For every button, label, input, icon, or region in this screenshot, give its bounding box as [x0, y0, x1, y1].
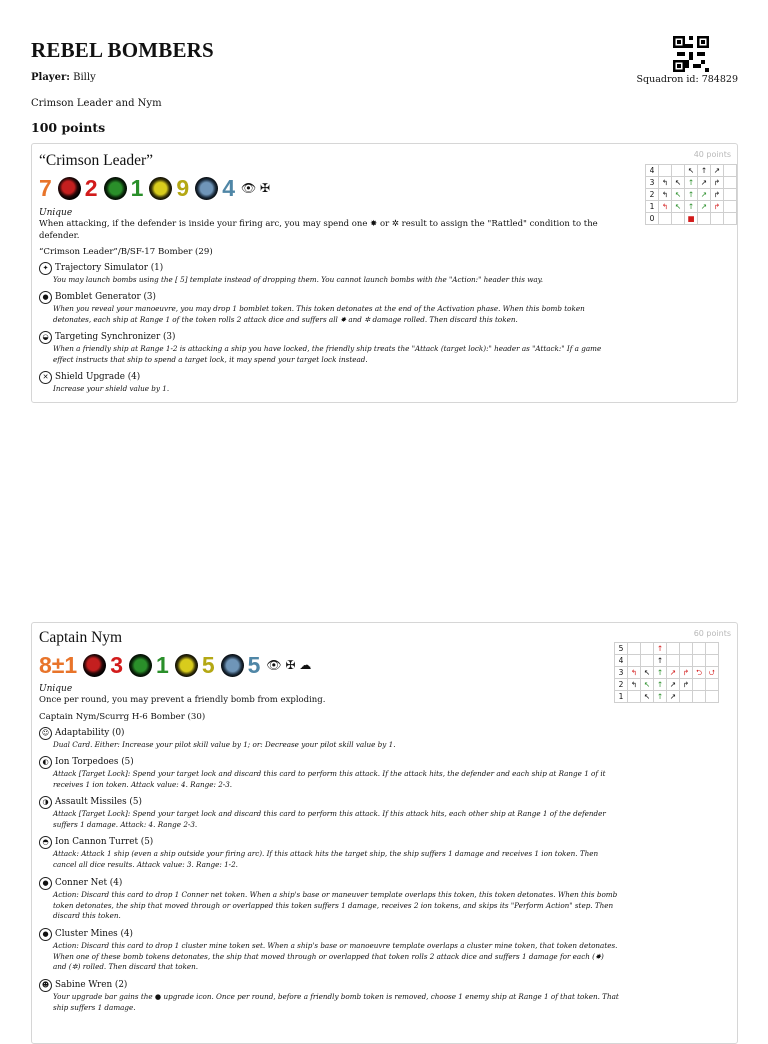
upgrade-name: Targeting Synchronizer (3) [55, 332, 176, 342]
tech-upgrade-icon: ◒ [39, 331, 52, 344]
dial-maneuver [693, 655, 706, 667]
dial-row [646, 201, 737, 213]
player-name: Billy [73, 72, 96, 83]
dial-maneuver [693, 679, 706, 691]
turret-upgrade-icon: ◓ [39, 836, 52, 849]
dial-maneuver: ↑ [698, 165, 711, 177]
upgrade-ion-torpedoes [39, 755, 619, 790]
upgrade-assault-missiles [39, 795, 619, 830]
upgrade-name: Adaptability (0) [55, 728, 125, 738]
dial-maneuver: ↖ [685, 165, 698, 177]
dial-maneuver: ↰ [659, 189, 672, 201]
upgrade-text: Attack [Target Lock]: Spend your target lock and discard this card to perform this attack. If the attack hits, the defender and each ship at Range 1 of it receives 1 ion token. Attack value: 4. Range: 2-3. [53, 769, 606, 789]
shield-icon [221, 654, 244, 677]
dial-maneuver [641, 643, 654, 655]
dial-maneuver: ↱ [711, 201, 724, 213]
pilot-name: Captain Nym [39, 629, 123, 646]
dial-maneuver: ↑ [685, 189, 698, 201]
dial-maneuver: ↱ [711, 189, 724, 201]
dial-maneuver: ⮍ [706, 667, 719, 679]
maneuver-dial [614, 642, 719, 703]
upgrade-text: Action: Discard this card to drop 1 Conner net token. When a ship's base or maneuver template overlaps this token, this token detonates. When this bomb token detonates, the ship that moved through or overlapped this token suffers 1 damage, receives 2 ion tokens, and skips its "Perform Action" step. Then discard this token. [53, 890, 618, 920]
dial-maneuver: ↗ [698, 201, 711, 213]
pilot-skill: 8±1 [39, 651, 78, 678]
upgrade-targeting-synchronizer [39, 330, 619, 365]
dial-maneuver: ↑ [654, 643, 667, 655]
dial-maneuver [724, 177, 737, 189]
missile-upgrade-icon: ◑ [39, 796, 52, 809]
qr-code-icon [673, 36, 709, 72]
upgrade-name: Trajectory Simulator (1) [55, 263, 164, 273]
agility-icon [129, 654, 152, 677]
upgrade-name: Assault Missiles (5) [55, 797, 142, 807]
dial-maneuver: ↗ [698, 177, 711, 189]
upgrade-trajectory-simulator [39, 261, 619, 286]
maneuver-dial [645, 164, 737, 225]
dial-speed: 2 [646, 189, 659, 201]
upgrade-cluster-mines [39, 927, 619, 973]
upgrade-text: When you reveal your manoeuvre, you may drop 1 bomblet token. This token detonates at the end of the Activation phase. When this bomb token detonates, each ship at Range 1 of the token rolls 2 attack dice and suffers all ✸ and ✲ damage rolled. Then discard this token. [53, 304, 585, 324]
dial-maneuver: ↱ [680, 679, 693, 691]
dial-maneuver [680, 643, 693, 655]
ship-line: “Crimson Leader”/B/SF-17 Bomber (29) [39, 247, 213, 257]
hull-value: 9 [176, 174, 190, 201]
upgrade-text: Attack: Attack 1 ship (even a ship outside your firing arc). If this attack hits the target ship, the ship suffers 1 damage and receives 1 ion token. Then cancel all dice results. Attack value: 3. Range: 1-2. [53, 849, 599, 869]
agility-value: 1 [130, 174, 144, 201]
upgrade-sabine-wren [39, 978, 619, 1013]
hull-value: 5 [201, 651, 215, 678]
dial-maneuver: ↰ [659, 177, 672, 189]
shield-value: 4 [222, 174, 235, 201]
elite-upgrade-icon: ☺ [39, 727, 52, 740]
attack-value: 3 [110, 651, 124, 678]
dial-maneuver: ↰ [659, 201, 672, 213]
dial-maneuver: ↖ [641, 667, 654, 679]
card-points: 60 points [693, 629, 731, 638]
dial-maneuver [724, 201, 737, 213]
dial-maneuver [628, 655, 641, 667]
upgrade-bomblet-generator [39, 290, 619, 325]
dial-maneuver [711, 213, 724, 225]
dial-speed: 3 [646, 177, 659, 189]
upgrade-name: Conner Net (4) [55, 878, 123, 888]
dial-maneuver [724, 165, 737, 177]
dial-maneuver [641, 655, 654, 667]
player-line [31, 72, 96, 83]
upgrade-text: Dual Card. Either: Increase your pilot skill value by 1; or: Decrease your pilot skill value by 1. [53, 740, 396, 749]
dial-maneuver [706, 679, 719, 691]
dial-maneuver: ↖ [672, 177, 685, 189]
hull-icon [149, 177, 172, 200]
modification-upgrade-icon: ✕ [39, 371, 52, 384]
squadron-id: Squadron id: 784829 [636, 74, 738, 85]
actions-icons: 👁 ✠ [240, 181, 271, 195]
dial-maneuver: ↱ [711, 177, 724, 189]
dial-maneuver [628, 691, 641, 703]
system-upgrade-icon: ✦ [39, 262, 52, 275]
agility-icon [104, 177, 127, 200]
dial-maneuver: ↑ [685, 177, 698, 189]
dial-maneuver: ↑ [654, 679, 667, 691]
shield-icon [195, 177, 218, 200]
dial-maneuver: ↑ [685, 201, 698, 213]
dial-row [615, 691, 719, 703]
dial-speed: 5 [615, 643, 628, 655]
dial-maneuver: ↖ [672, 189, 685, 201]
pilot-card-crimson-leader [31, 143, 738, 403]
attack-value: 2 [84, 174, 98, 201]
dial-maneuver [672, 213, 685, 225]
dial-maneuver [724, 189, 737, 201]
upgrade-name: Ion Torpedoes (5) [55, 757, 134, 767]
ship-line: Captain Nym/Scurrg H-6 Bomber (30) [39, 712, 206, 722]
dial-maneuver: ↗ [667, 667, 680, 679]
total-points: 100 points [31, 120, 106, 135]
dial-speed: 1 [615, 691, 628, 703]
dial-row [646, 165, 737, 177]
stat-bar [39, 651, 311, 679]
dial-speed: 3 [615, 667, 628, 679]
dial-row [615, 655, 719, 667]
bomb-upgrade-icon: ● [39, 877, 52, 890]
dial-maneuver [706, 691, 719, 703]
squad-title: REBEL BOMBERS [31, 38, 214, 62]
pilot-card-captain-nym [31, 622, 738, 1044]
dial-maneuver: ↖ [641, 679, 654, 691]
dial-row [615, 679, 719, 691]
dial-maneuver: ↖ [672, 201, 685, 213]
dial-row [646, 189, 737, 201]
upgrade-text: Attack [Target Lock]: Spend your target lock and discard this card to perform this attack. If this attack hits, each other ship at Range 1 of the defender suffers 1 damage. Attack: 4. Range 2-3. [53, 809, 606, 829]
dial-row [615, 667, 719, 679]
dial-maneuver [672, 165, 685, 177]
attack-icon [83, 654, 106, 677]
upgrade-name: Bomblet Generator (3) [55, 292, 156, 302]
shield-value: 5 [247, 651, 261, 678]
dial-maneuver: ↖ [641, 691, 654, 703]
dial-maneuver [659, 165, 672, 177]
card-points: 40 points [693, 150, 731, 159]
upgrade-name: Cluster Mines (4) [55, 929, 133, 939]
dial-maneuver [628, 643, 641, 655]
dial-maneuver: ■ [685, 213, 698, 225]
dial-maneuver: ↗ [667, 679, 680, 691]
pilot-ability: When attacking, if the defender is inside your firing arc, you may spend one ✸ or ✲ result to assign the "Rattled" condition to the defender. [39, 219, 598, 241]
upgrade-text: Increase your shield value by 1. [53, 384, 170, 393]
dial-maneuver [693, 643, 706, 655]
dial-maneuver: ↗ [711, 165, 724, 177]
upgrade-text: Your upgrade bar gains the ● upgrade icon. Once per round, before a friendly bomb token is removed, choose 1 enemy ship at Range 1 of that token. That ship suffers 1 damage. [53, 992, 619, 1012]
dial-maneuver [706, 643, 719, 655]
dial-maneuver [680, 655, 693, 667]
actions-icons: 👁 ✠ ☁ [266, 658, 312, 672]
dial-maneuver [706, 655, 719, 667]
upgrade-ion-cannon-turret [39, 835, 619, 870]
upgrade-text: Action: Discard this card to drop 1 cluster mine token set. When a ship's base or manoeuvre template overlaps a cluster mine token, that token detonates. When one of these bomb tokens detonates, the ship that moved through or overlapped that token rolls 2 attack dice and suffers 1 damage for each (✸) and (✲) rolled. Then discard that token. [53, 941, 618, 971]
upgrade-text: You may launch bombs using the [ 5] template instead of dropping them. You cannot launch bombs with the "Action:" header this way. [53, 275, 544, 284]
pilot-name: “Crimson Leader” [39, 152, 154, 169]
dial-maneuver [724, 213, 737, 225]
dial-row [615, 643, 719, 655]
dial-row [646, 177, 737, 189]
dial-speed: 0 [646, 213, 659, 225]
stat-bar [39, 174, 270, 202]
dial-maneuver: ↰ [628, 679, 641, 691]
pilot-ability: Once per round, you may prevent a friendly bomb from exploding. [39, 695, 326, 705]
dial-maneuver: ↑ [654, 691, 667, 703]
player-label: Player: [31, 72, 70, 83]
upgrade-name: Ion Cannon Turret (5) [55, 837, 154, 847]
dial-maneuver [667, 655, 680, 667]
dial-maneuver: ⮌ [693, 667, 706, 679]
dial-maneuver: ↗ [667, 691, 680, 703]
dial-speed: 2 [615, 679, 628, 691]
agility-value: 1 [156, 651, 169, 678]
upgrade-name: Shield Upgrade (4) [55, 372, 141, 382]
bomb-upgrade-icon: ● [39, 928, 52, 941]
crew-upgrade-icon: ☻ [39, 979, 52, 992]
torpedo-upgrade-icon: ◐ [39, 756, 52, 769]
upgrade-conner-net [39, 876, 619, 922]
unique-label: Unique [39, 208, 73, 218]
dial-maneuver [659, 213, 672, 225]
upgrade-name: Sabine Wren (2) [55, 980, 128, 990]
upgrade-text: When a friendly ship at Range 1-2 is attacking a ship you have locked, the friendly ship treats the "Attack (target lock):" header as "Attack:" If a game effect instructs that ship to spend a target lock, it may spend your target lock instead. [53, 344, 602, 364]
upgrade-adaptability [39, 726, 619, 751]
dial-maneuver: ↑ [654, 655, 667, 667]
dial-speed: 1 [646, 201, 659, 213]
unique-label: Unique [39, 684, 73, 694]
hull-icon [175, 654, 198, 677]
dial-maneuver [680, 691, 693, 703]
dial-maneuver [667, 643, 680, 655]
dial-maneuver [698, 213, 711, 225]
bomb-upgrade-icon: ● [39, 291, 52, 304]
pilot-skill: 7 [39, 174, 52, 201]
squad-description: Crimson Leader and Nym [31, 98, 162, 109]
dial-row [646, 213, 737, 225]
upgrade-shield-upgrade [39, 370, 619, 395]
dial-maneuver: ↱ [680, 667, 693, 679]
dial-maneuver: ↑ [654, 667, 667, 679]
dial-maneuver: ↗ [698, 189, 711, 201]
attack-icon [58, 177, 81, 200]
dial-maneuver [693, 691, 706, 703]
dial-speed: 4 [615, 655, 628, 667]
dial-maneuver: ↰ [628, 667, 641, 679]
dial-speed: 4 [646, 165, 659, 177]
